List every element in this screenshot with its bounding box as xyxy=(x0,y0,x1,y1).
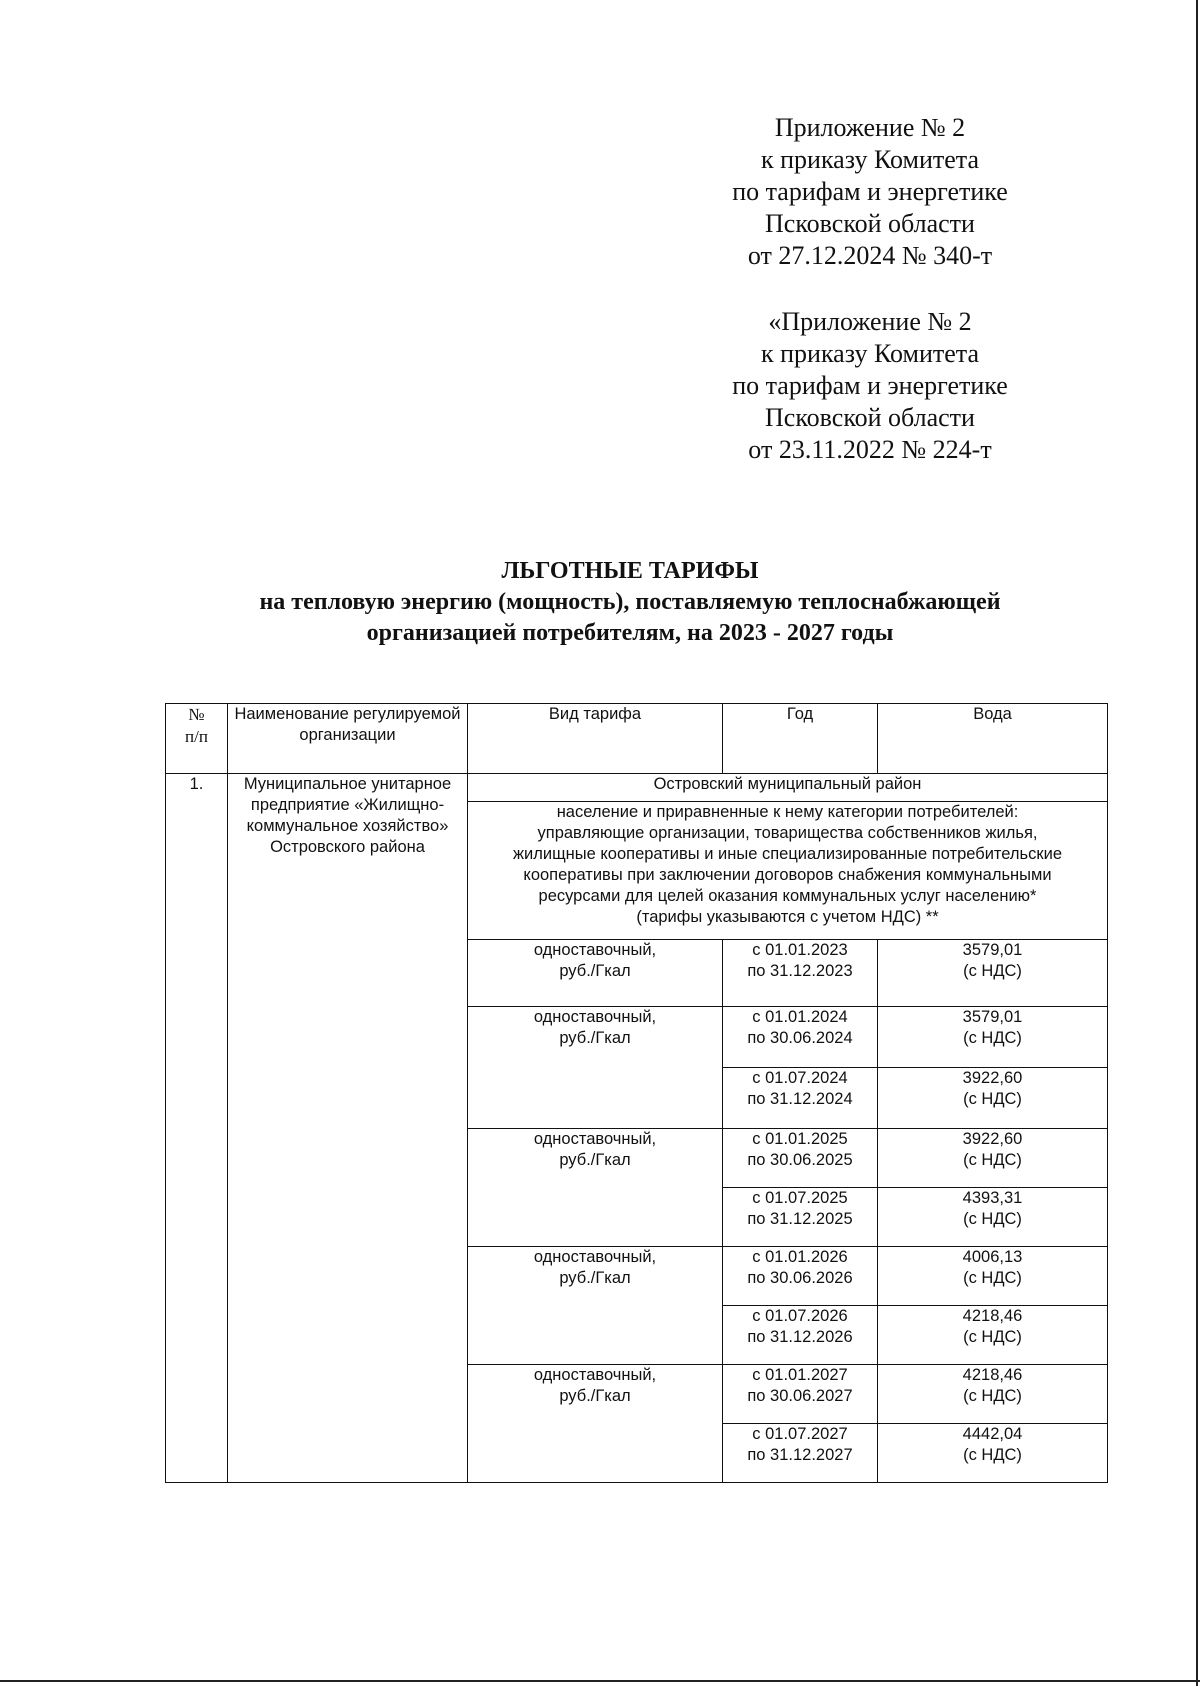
period: с 01.07.2025 по 31.12.2025 xyxy=(723,1188,878,1247)
appendix-line: по тарифам и энергетике xyxy=(732,177,1008,206)
tariff-value: 3579,01 (с НДС) xyxy=(878,940,1108,1007)
appendix-line: Приложение № 2 xyxy=(774,113,966,142)
tariff-value: 3579,01 (с НДС) xyxy=(878,1007,1108,1068)
period: с 01.01.2027 по 30.06.2027 xyxy=(723,1365,878,1424)
tariff-value: 4218,46 (с НДС) xyxy=(878,1365,1108,1424)
period: с 01.07.2027 по 31.12.2027 xyxy=(723,1424,878,1483)
tariff-type: одноставочный, руб./Гкал xyxy=(468,940,723,1007)
tariff-value: 4442,04 (с НДС) xyxy=(878,1424,1108,1483)
title-line-2: на тепловую энергию (мощность), поставляемую теплоснабжающей xyxy=(259,589,1001,615)
tariff-table xyxy=(165,703,1108,1483)
appendix-previous-header xyxy=(690,306,1050,466)
header-water: Вода xyxy=(878,704,1108,774)
title-line-1: ЛЬГОТНЫЕ ТАРИФЫ xyxy=(501,558,759,584)
table-row xyxy=(166,774,1108,802)
page-border-bottom xyxy=(0,1680,1200,1682)
page-border-right xyxy=(1196,0,1198,1686)
appendix-line: к приказу Комитета xyxy=(760,339,979,368)
period: с 01.01.2025 по 30.06.2025 xyxy=(723,1129,878,1188)
consumer-category: население и приравненные к нему категории потребителей: управляющие организации, товарищества собственников жилья, жилищные кооперативы и иные специализированные потребительские кооперативы при заключении договоров снабжения коммунальными ресурсами для целей оказания коммунальных услуг населению* (тарифы указываются с учетом НДС) ** xyxy=(468,802,1108,940)
tariff-type: одноставочный, руб./Гкал xyxy=(468,1129,723,1247)
period: с 01.07.2024 по 31.12.2024 xyxy=(723,1068,878,1129)
appendix-line: от 27.12.2024 № 340-т xyxy=(747,241,993,270)
tariff-value: 4393,31 (с НДС) xyxy=(878,1188,1108,1247)
tariff-type: одноставочный, руб./Гкал xyxy=(468,1365,723,1483)
table-header-row xyxy=(166,704,1108,774)
tariff-value: 3922,60 (с НДС) xyxy=(878,1068,1108,1129)
appendix-line: Псковской области xyxy=(765,209,975,238)
period: с 01.01.2024 по 30.06.2024 xyxy=(723,1007,878,1068)
row-number: 1. xyxy=(166,774,228,1483)
header-num: № п/п xyxy=(166,704,228,774)
appendix-line: по тарифам и энергетике xyxy=(732,371,1008,400)
appendix-line: «Приложение № 2 xyxy=(768,307,972,336)
appendix-line: Псковской области xyxy=(765,403,975,432)
header-year: Год xyxy=(723,704,878,774)
tariff-value: 3922,60 (с НДС) xyxy=(878,1129,1108,1188)
organization-name: Муниципальное унитарное предприятие «Жилищно-коммунальное хозяйство» Островского района xyxy=(228,774,468,1483)
period: с 01.01.2026 по 30.06.2026 xyxy=(723,1247,878,1306)
period: с 01.07.2026 по 31.12.2026 xyxy=(723,1306,878,1365)
document-title xyxy=(150,556,1110,649)
header-organization: Наименование регулируемой организации xyxy=(228,704,468,774)
header-tariff-type: Вид тарифа xyxy=(468,704,723,774)
tariff-type: одноставочный, руб./Гкал xyxy=(468,1247,723,1365)
period: с 01.01.2023 по 31.12.2023 xyxy=(723,940,878,1007)
appendix-line: к приказу Комитета xyxy=(760,145,979,174)
appendix-line: от 23.11.2022 № 224-т xyxy=(748,435,992,464)
tariff-value: 4218,46 (с НДС) xyxy=(878,1306,1108,1365)
tariff-value: 4006,13 (с НДС) xyxy=(878,1247,1108,1306)
region-name: Островский муниципальный район xyxy=(468,774,1108,802)
tariff-type: одноставочный, руб./Гкал xyxy=(468,1007,723,1129)
title-line-3: организацией потребителям, на 2023 - 2027 годы xyxy=(366,620,894,646)
appendix-current-header xyxy=(690,112,1050,272)
